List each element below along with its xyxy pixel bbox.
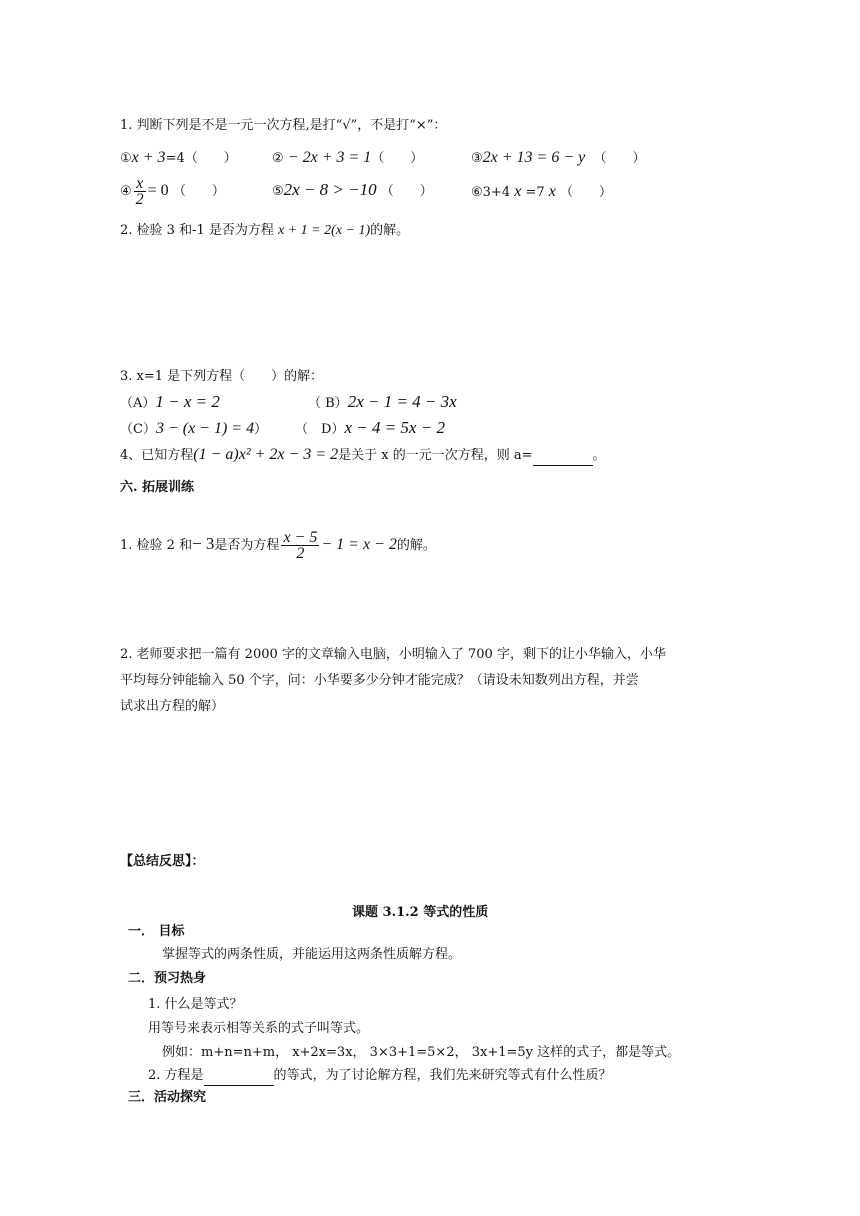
- ext-question-2-line-2: 平均每分钟能输入 50 个字，问：小华要多少分钟才能完成？（请设未知数列出方程，并尝: [120, 673, 639, 688]
- fraction: $\frac{x - 5}{2}$: [283, 529, 318, 562]
- q3-option-c: （C）3 − (x − 1) = 4）: [120, 420, 268, 437]
- q1-option-5: ⑤2x − 8 > −10 （ ）: [272, 180, 433, 199]
- lesson-title: 课题 3.1.2 等式的性质: [352, 905, 489, 920]
- warmup-item-2: 2. 方程是 的等式，为了讨论解方程，我们先来研究等式有什么性质？: [148, 1067, 612, 1086]
- ext-question-2-line-3: 试求出方程的解）: [120, 699, 225, 714]
- q3-stem: 3. x=1 是下列方程（ ）的解：: [120, 369, 324, 384]
- answer-blank: [204, 1067, 274, 1086]
- equation-examples: 例如：m+n=n+m， x+2x=3x， 3×3+1=5×2， 3x+1=5y 这样的式子，都是等式。: [162, 1045, 681, 1060]
- equation-definition: 用等号来表示相等关系的式子叫等式。: [148, 1021, 370, 1036]
- section-heading-extension: 六. 拓展训练: [120, 480, 195, 495]
- section-heading-warmup: 二．预习热身: [128, 971, 207, 986]
- q3-option-a: （A）1 − x = 2: [120, 392, 220, 411]
- ext-question-2-line-1: 2. 老师要求把一篇有 2000 字的文章输入电脑，小明输入了 700 字，剩下的让小华输入，小华: [120, 647, 666, 662]
- q1-option-2: ② − 2x + 3 = 1（ ）: [272, 149, 424, 166]
- q1-option-4: ④ $\frac{x}{2}$ = 0 （ ）: [120, 175, 225, 208]
- q1-option-1: ①x + 3=4（ ）: [120, 149, 237, 166]
- q1-option-3: ③2x + 13 = 6 − y （ ）: [471, 149, 646, 166]
- ext-question-1: 1. 检验 2 和− 3是否为方程 $\frac{x - 5}{2}$ − 1 = x − 2的解。: [120, 529, 436, 562]
- q1-option-6: ⑥3+4 x =7 x （ ）: [471, 183, 613, 200]
- fraction: $\frac{x}{2}$: [135, 175, 144, 208]
- q3-option-d: （ D）x − 4 = 5x − 2: [295, 418, 445, 437]
- q1-stem: 1. 判断下列是不是一元一次方程,是打“√”，不是打“×”：: [120, 118, 447, 133]
- goal-text: 掌握等式的两条性质，并能运用这两条性质解方程。: [162, 947, 462, 962]
- q2-line: 2. 检验 3 和-1 是否为方程 x + 1 = 2(x − 1)的解。: [120, 223, 410, 238]
- q4-line: 4、已知方程(1 − a)x² + 2x − 3 = 2是关于 x 的一元一次方程，则 a= 。: [120, 446, 606, 466]
- warmup-item-1: 1. 什么是等式？: [148, 997, 243, 1012]
- answer-blank: [533, 447, 593, 466]
- summary-heading: 【总结反思】：: [120, 854, 205, 869]
- section-heading-activity: 三．活动探究: [128, 1090, 207, 1105]
- section-heading-goal: 一． 目标: [128, 924, 185, 939]
- q3-option-b: （ B）2x − 1 = 4 − 3x: [308, 392, 457, 411]
